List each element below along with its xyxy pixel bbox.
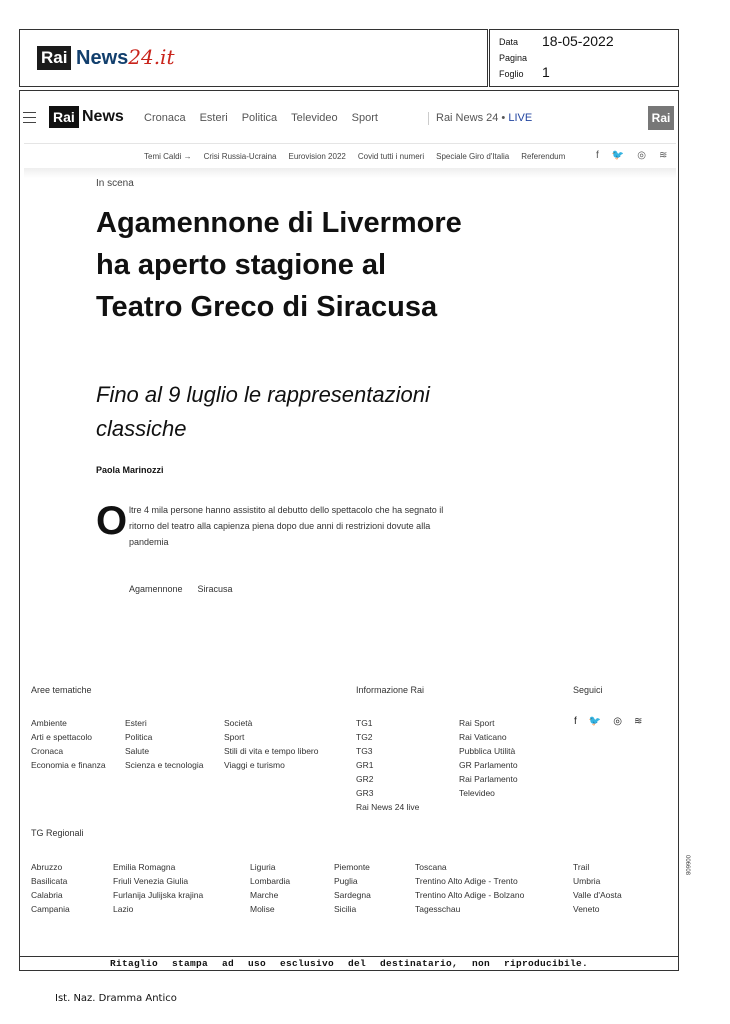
footer-link[interactable]: TG3 [356, 746, 373, 756]
footer-link[interactable]: Marche [250, 890, 279, 900]
informazione-rai-title: Informazione Rai [356, 685, 425, 695]
subnav-covid[interactable]: Covid tutti i numeri [357, 152, 425, 161]
aree-tematiche-title: Aree tematiche [31, 685, 92, 695]
article-author[interactable]: Paola Marinozzi [96, 465, 164, 475]
footer-link[interactable]: Televideo [459, 788, 495, 798]
footer-link[interactable]: Sport [224, 732, 245, 742]
footer-link[interactable]: Stili di vita e tempo libero [224, 746, 319, 756]
footer-link[interactable]: Ambiente [31, 718, 67, 728]
site-logo-news[interactable]: News [82, 108, 124, 125]
footer-link[interactable]: Sicilia [334, 904, 357, 914]
footer-link[interactable]: Veneto [573, 904, 600, 914]
site-logo-rai[interactable]: Rai [49, 106, 79, 128]
footer-link[interactable]: Rai Vaticano [459, 732, 507, 742]
footer-link[interactable]: Abruzzo [31, 862, 63, 872]
foglio-label: Foglio [499, 69, 524, 79]
footer-link[interactable]: Trentino Alto Adige - Bolzano [415, 890, 525, 900]
rainews-logo-news [76, 45, 175, 70]
nav-link-cronaca[interactable]: Cronaca [144, 112, 186, 124]
clipping-disclaimer: Ritaglio stampa ad uso esclusivo del destinatario, non riproducibile. [19, 957, 679, 971]
footer-link[interactable]: Salute [125, 746, 150, 756]
nav-divider [428, 112, 429, 125]
nav-link-televideo[interactable]: Televideo [291, 112, 338, 124]
social-links-top [596, 150, 667, 161]
nav-link-politica[interactable]: Politica [241, 112, 278, 124]
footer-link[interactable]: Esteri [125, 718, 147, 728]
article-title: Agamennone di Livermore ha aperto stagione al Teatro Greco di Siracusa [96, 207, 462, 323]
instagram-icon[interactable]: ◎ [613, 716, 622, 727]
article-lead: ltre 4 mila persone hanno assistito al debutto dello spettacolo che ha segnato il ritorno del teatro alla capienza piena dopo due anni di restrizioni dovute alla pandemia [129, 505, 444, 547]
live-link[interactable] [436, 112, 532, 124]
footer-link[interactable]: Sardegna [334, 890, 371, 900]
footer-link[interactable]: Lazio [113, 904, 134, 914]
footer-link[interactable]: Piemonte [334, 862, 370, 872]
footer-link[interactable]: Rai Parlamento [459, 774, 518, 784]
footer-link[interactable]: Puglia [334, 876, 358, 886]
twitter-icon[interactable]: 🐦 [611, 150, 625, 161]
info-col-2 [459, 716, 518, 800]
clipping-header-logo-box [19, 29, 488, 87]
data-label: Data [499, 37, 519, 47]
footer-link[interactable]: Viaggi e turismo [224, 760, 285, 770]
footer-link[interactable]: Umbria [573, 876, 601, 886]
footer-link[interactable]: Società [224, 718, 253, 728]
rainews-logo-rai: Rai [37, 46, 71, 70]
info-col-1 [356, 716, 419, 814]
pagina-label: Pagina [499, 53, 528, 63]
rainews-logo-24: 24.it [128, 45, 175, 69]
subnav-temi-caldi: Temi Caldi → [144, 152, 192, 161]
footer-link[interactable]: Liguria [250, 862, 276, 872]
tg-col-5 [415, 860, 524, 916]
tg-regionali-title: TG Regionali [31, 828, 84, 838]
hamburger-menu-icon[interactable] [23, 112, 36, 123]
clipping-header-meta-box [489, 29, 679, 87]
aree-col-1 [31, 716, 106, 772]
social-links-footer [574, 716, 642, 727]
footer-link[interactable]: Cronaca [31, 746, 64, 756]
rss-icon[interactable]: ≋ [658, 150, 668, 161]
footer-link[interactable]: GR Parlamento [459, 760, 518, 770]
data-value: 18-05-2022 [542, 33, 614, 49]
footer-link[interactable]: Friuli Venezia Giulia [113, 876, 189, 886]
footer-link[interactable]: GR1 [356, 760, 374, 770]
footer-link[interactable]: Toscana [415, 862, 447, 872]
twitter-icon[interactable]: 🐦 [588, 716, 602, 727]
subnav-giro-italia[interactable]: Speciale Giro d'Italia [436, 152, 510, 161]
instagram-icon[interactable]: ◎ [637, 150, 646, 161]
subnav-eurovision[interactable]: Eurovision 2022 [288, 152, 346, 161]
footer-link[interactable]: Politica [125, 732, 153, 742]
foglio-value: 1 [542, 64, 550, 80]
nav-link-esteri[interactable]: Esteri [199, 112, 228, 124]
subnav [144, 152, 566, 161]
aree-col-3 [224, 716, 319, 772]
footer-link[interactable]: Trail [573, 862, 590, 872]
main-nav [144, 112, 378, 124]
facebook-icon[interactable]: f [574, 716, 577, 727]
footer-link[interactable]: Economia e finanza [31, 760, 106, 770]
tag-agamennone[interactable]: Agamennone [129, 584, 183, 594]
clipping-credit: Ist. Naz. Dramma Antico [55, 993, 177, 1004]
rai-portal-badge[interactable]: Rai [648, 106, 674, 130]
footer-link[interactable]: Campania [31, 904, 70, 914]
footer-link[interactable]: Valle d'Aosta [573, 890, 622, 900]
live-label: LIVE [508, 112, 533, 124]
subnav-divider [24, 143, 676, 144]
footer-link[interactable]: GR2 [356, 774, 374, 784]
footer-link[interactable]: Trentino Alto Adige - Trento [415, 876, 518, 886]
footer-link[interactable]: TG1 [356, 718, 373, 728]
tg-col-2 [113, 860, 203, 916]
footer-link[interactable]: Pubblica Utilità [459, 746, 516, 756]
facebook-icon[interactable]: f [596, 150, 599, 161]
nav-link-sport[interactable]: Sport [351, 112, 378, 124]
footer-link[interactable]: Rai News 24 live [356, 802, 420, 812]
footer-link[interactable]: Basilicata [31, 876, 68, 886]
footer-link[interactable]: Arti e spettacolo [31, 732, 92, 742]
footer-link[interactable]: Furlanija Julijska krajina [113, 890, 204, 900]
aree-col-2 [125, 716, 203, 772]
tg-col-6 [573, 860, 622, 916]
tag-siracusa[interactable]: Siracusa [197, 584, 233, 594]
tg-col-1 [31, 860, 70, 916]
subnav-referendum[interactable]: Referendum [521, 152, 566, 161]
rss-icon[interactable]: ≋ [633, 716, 643, 727]
footer-link[interactable]: Calabria [31, 890, 63, 900]
article-kicker[interactable]: In scena [96, 178, 134, 189]
tg-col-3 [250, 860, 290, 916]
article-dropcap: O [96, 499, 128, 543]
article-tags [129, 584, 233, 594]
seguici-title: Seguici [573, 685, 603, 695]
footer-link[interactable]: Rai Sport [459, 718, 495, 728]
footer-link[interactable]: Tagesschau [415, 904, 461, 914]
subnav-crisi-russia-ucraina[interactable]: Crisi Russia-Ucraina [203, 152, 277, 161]
live-prefix: Rai News 24 • [436, 112, 506, 124]
footer-link[interactable]: GR3 [356, 788, 374, 798]
header-shadow [24, 168, 676, 178]
article-subtitle: Fino al 9 luglio le rappresentazioni classiche [96, 382, 430, 441]
tg-col-4 [334, 860, 371, 916]
footer-link[interactable]: Lombardia [250, 876, 291, 886]
clipping-side-code: 006608 [684, 855, 690, 876]
rainews-logo-news-text: News [76, 47, 129, 69]
footer-link[interactable]: TG2 [356, 732, 373, 742]
footer-link[interactable]: Molise [250, 904, 275, 914]
footer-link[interactable]: Emilia Romagna [113, 862, 176, 872]
footer-link[interactable]: Scienza e tecnologia [125, 760, 204, 770]
